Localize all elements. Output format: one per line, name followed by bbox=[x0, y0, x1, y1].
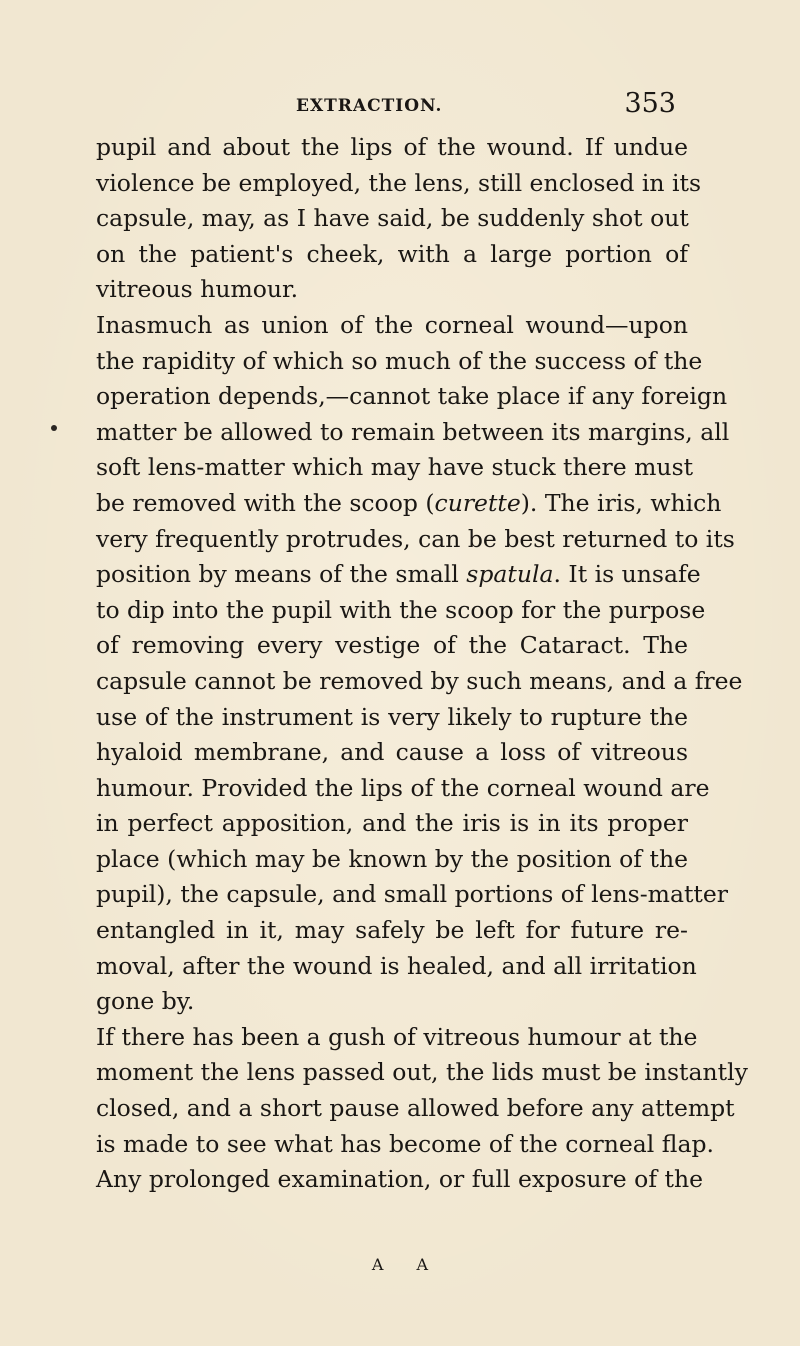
running-head bbox=[296, 88, 676, 124]
text-line: violence be employed, the lens, still enclosed in its bbox=[96, 168, 702, 197]
text-line: in perfect apposition, and the iris is in its proper bbox=[96, 809, 688, 838]
text-line: be removed with the scoop (curette). The iris, which bbox=[96, 488, 722, 517]
text-line: hyaloid membrane, and cause a loss of vitreous bbox=[96, 738, 688, 767]
text-line: matter be allowed to remain between its margins, all bbox=[96, 417, 730, 446]
text-line: moment the lens passed out, the lids must be instantly bbox=[96, 1058, 748, 1087]
text-line: entangled in it, may safely be left for future re- bbox=[96, 916, 688, 945]
body-text bbox=[96, 130, 748, 1198]
text-line: the rapidity of which so much of the success of the bbox=[96, 346, 703, 375]
text-line: position by means of the small spatula. It is unsafe bbox=[96, 560, 701, 589]
text-line: Any prolonged examination, or full exposure of the bbox=[96, 1165, 703, 1194]
text-line: to dip into the pupil with the scoop for the purpose bbox=[96, 595, 706, 624]
text-line: pupil and about the lips of the wound. If undue bbox=[96, 133, 688, 161]
text-line: on the patient's cheek, with a large portion of bbox=[96, 239, 688, 268]
text-line: operation depends,—cannot take place if any foreign bbox=[96, 382, 728, 411]
text-line: moval, after the wound is healed, and all irritation bbox=[96, 951, 697, 980]
text-line: If there has been a gush of vitreous humour at the bbox=[96, 1022, 698, 1051]
margin-mark bbox=[51, 425, 57, 431]
text-line: Inasmuch as union of the corneal wound—upon bbox=[96, 310, 688, 339]
text-line: of removing every vestige of the Cataract. The bbox=[96, 631, 688, 660]
page-number: 353 bbox=[624, 88, 676, 119]
text-line: soft lens-matter which may have stuck there must bbox=[96, 453, 694, 482]
running-title: EXTRACTION. bbox=[296, 96, 443, 116]
text-line: closed, and a short pause allowed before any attempt bbox=[96, 1094, 735, 1123]
text-line: pupil), the capsule, and small portions of lens-matter bbox=[96, 880, 728, 909]
text-line: capsule cannot be removed by such means, and a free bbox=[96, 666, 743, 695]
signature-mark: A A bbox=[371, 1255, 443, 1274]
text-line: gone by. bbox=[96, 987, 195, 1016]
text-line: humour. Provided the lips of the corneal wound are bbox=[96, 773, 710, 802]
text-line: use of the instrument is very likely to rupture the bbox=[96, 702, 688, 731]
italic-term: curette bbox=[434, 488, 521, 517]
text-line: very frequently protrudes, can be best returned to its bbox=[96, 524, 735, 553]
text-line: place (which may be known by the position of the bbox=[96, 844, 688, 873]
text-line: capsule, may, as I have said, be suddenly shot out bbox=[96, 204, 689, 233]
italic-term: spatula bbox=[466, 560, 554, 589]
text-line: is made to see what has become of the corneal flap. bbox=[96, 1129, 714, 1158]
text-line: vitreous humour. bbox=[96, 275, 299, 304]
